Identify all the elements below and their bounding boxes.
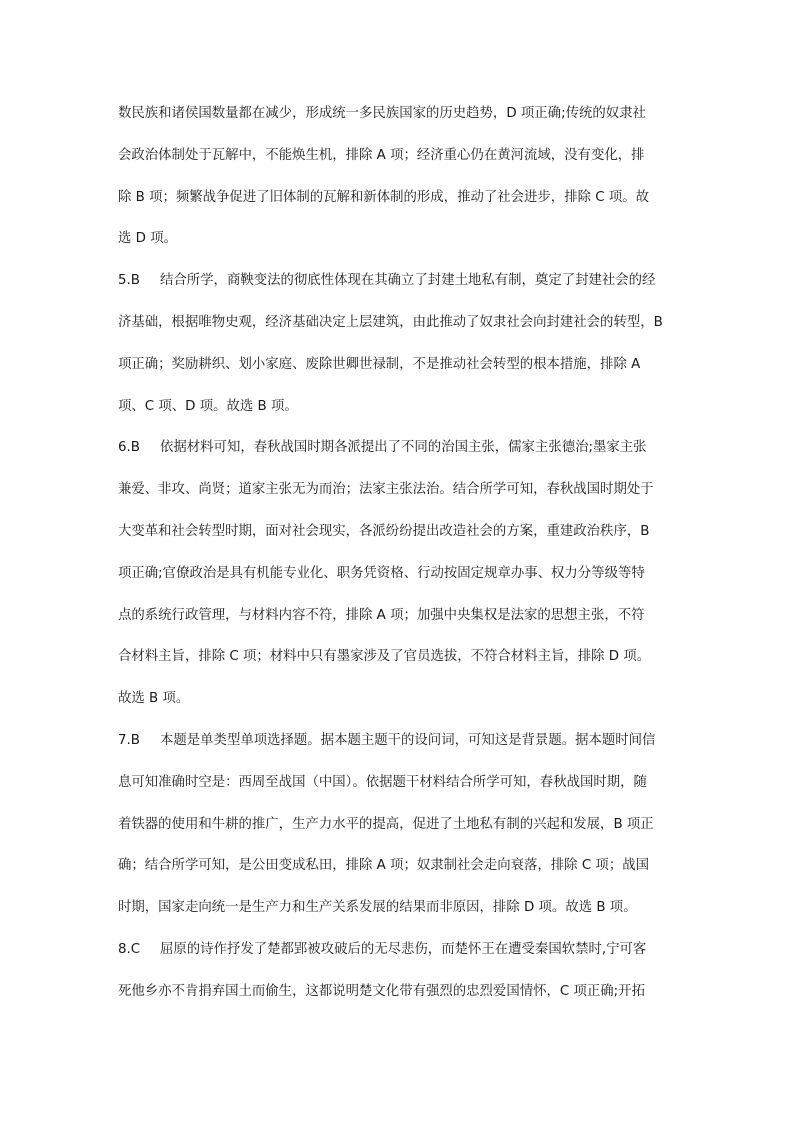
text-line: 故选 B 项。 [118,691,190,707]
text-line: 合材料主旨，排除 C 项；材料中只有墨家涉及了官员选拔，不符合材料主旨，排除 D 项。 [118,649,651,665]
text-line: 点的系统行政管理，与材料内容不符，排除 A 项；加强中央集权是法家的思想主张，不符 [118,607,645,623]
text-line: 除 B 项；频繁战争促进了旧体制的瓦解和新体制的形成，推动了社会进步，排除 C 项。故 [118,189,650,205]
answer-explanations [118,104,678,1024]
text-line: 兼爱、非攻、尚贤；道家主张无为而治；法家主张法治。结合所学可知，春秋战国时期处于 [118,482,654,498]
text-line: 结合所学，商鞅变法的彻底性体现在其确立了封建土地私有制，奠定了封建社会的经 [160,273,656,289]
text-line: 项、C 项、D 项。故选 B 项。 [118,398,298,414]
text-line: 死他乡亦不肯捐弃国土而偷生，这都说明楚文化带有强烈的忠烈爱国情怀，C 项正确;开拓 [118,983,645,999]
text-line: 时期，国家走向统一是生产力和生产关系发展的结果而非原因，排除 D 项。故选 B 项。 [118,900,637,916]
answer-6-first-line [118,438,678,458]
answer-5-first-line [118,271,678,291]
answer-8-first-line [118,940,678,960]
question-number-8: 8.C [118,941,141,957]
text-line: 济基础，根据唯物史观，经济基础决定上层建筑，由此推动了奴隶社会向封建社会的转型，B [118,314,663,330]
text-line: 着铁器的使用和牛耕的推广，生产力水平的提高，促进了土地私有制的兴起和发展，B 项正 [118,816,654,832]
question-number-6: 6.B [118,440,140,456]
question-number-7: 7.B [118,732,140,748]
text-line: 数民族和诸侯国数量都在减少，形成统一多民族国家的历史趋势，D 项正确;传统的奴隶社 [118,106,646,121]
text-line: 会政治体制处于瓦解中，不能焕生机，排除 A 项；经济重心仍在黄河流域，没有变化，排 [118,147,645,163]
text-line: 息可知准确时空是：西周至战国（中国）。依据题干材料结合所学可知，春秋战国时期，随 [118,774,647,790]
text-line: 大变革和社会转型时期，面对社会现实，各派纷纷提出改造社会的方案，重建政治秩序，B [118,523,650,539]
answer-7-first-line [118,731,678,751]
text-line: 项正确;官僚政治是具有机能专业化、职务凭资格、行动按固定规章办事、权力分等级等特 [118,565,645,581]
text-line: 项正确；奖励耕织、划小家庭、废除世卿世禄制，不是推动社会转型的根本措施，排除 A [118,356,641,372]
text-line: 选 D 项。 [118,231,177,247]
text-line: 确；结合所学可知，是公田变成私田，排除 A 项；奴隶制社会走向衰落，排除 C 项；战国 [118,858,649,874]
text-line: 依据材料可知，春秋战国时期各派提出了不同的治国主张，儒家主张德治;墨家主张 [160,440,647,456]
question-number-5: 5.B [118,273,140,289]
text-line: 本题是单类型单项选择题。据本题主题干的设问词，可知这是背景题。据本题时间信 [160,732,656,748]
text-line: 屈原的诗作抒发了楚都郢被攻破后的无尽悲伤，而楚怀王在遭受秦国软禁时,宁可客 [160,941,647,957]
